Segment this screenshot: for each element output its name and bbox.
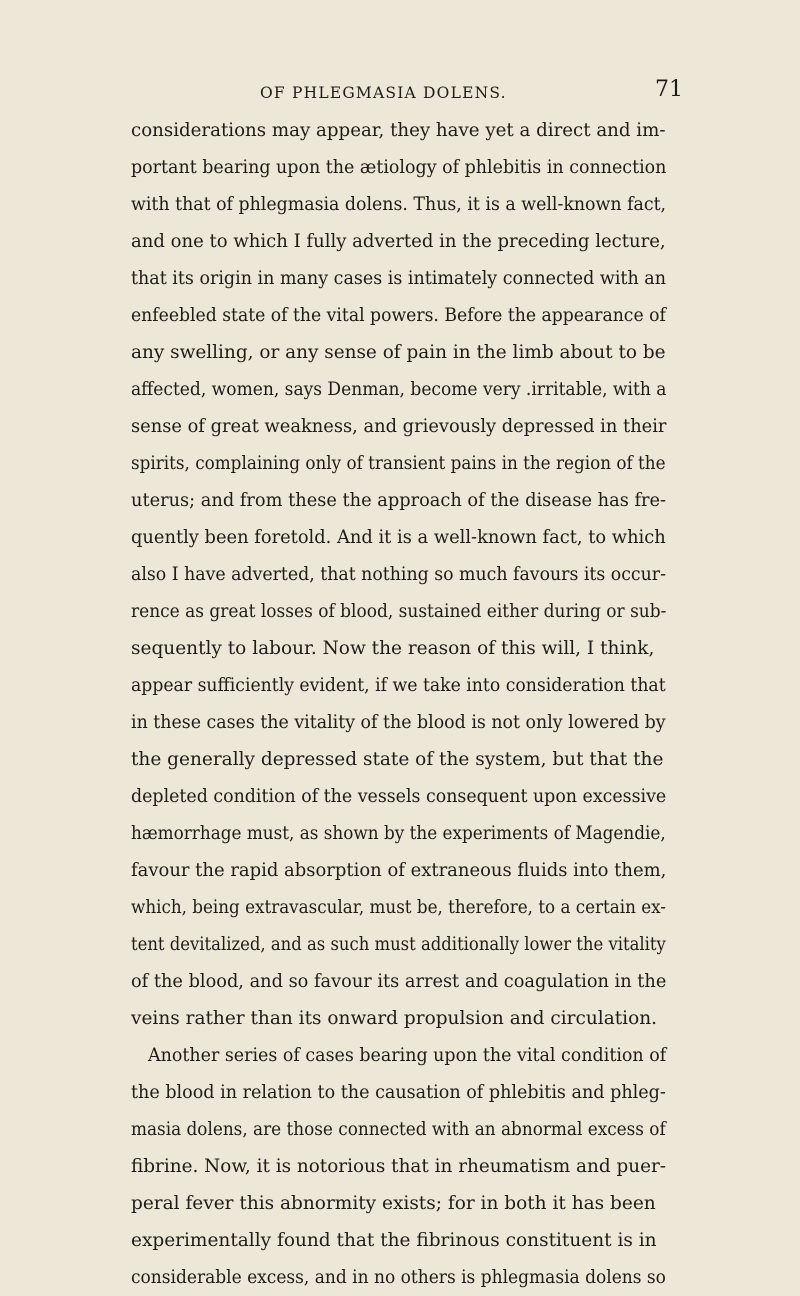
text-line: appear sufficiently evident, if we take into consideration that xyxy=(131,675,666,696)
text-line: favour the rapid absorption of extraneous fluids into them, xyxy=(131,860,667,881)
text-line: experimentally found that the fibrinous constituent is in xyxy=(131,1230,657,1251)
text-line: considerations may appear, they have yet a direct and im- xyxy=(131,120,666,141)
text-line: fibrine. Now, it is notorious that in rheumatism and puer- xyxy=(131,1156,666,1177)
text-line: quently been foretold. And it is a well-known fact, to which xyxy=(131,527,666,548)
text-line: considerable excess, and in no others is phlegmasia dolens so xyxy=(131,1267,666,1288)
text-line: hæmorrhage must, as shown by the experiments of Magendie, xyxy=(131,823,666,844)
text-line: sequently to labour. Now the reason of this will, I think, xyxy=(131,638,655,659)
text-line: depleted condition of the vessels consequent upon excessive xyxy=(131,786,667,807)
text-line: portant bearing upon the ætiology of phlebitis in connection xyxy=(131,157,667,178)
text-line: which, being extravascular, must be, therefore, to a certain ex- xyxy=(131,897,666,918)
text-line: sense of great weakness, and grievously depressed in their xyxy=(131,416,667,437)
text-line: spirits, complaining only of transient pains in the region of the xyxy=(131,453,666,474)
text-line: Another series of cases bearing upon the vital condition of xyxy=(148,1045,667,1066)
text-line: in these cases the vitality of the blood is not only lowered by xyxy=(131,712,666,733)
text-line: of the blood, and so favour its arrest and coagulation in the xyxy=(131,971,667,992)
text-line: peral fever this abnormity exists; for in both it has been xyxy=(131,1193,656,1214)
text-line: affected, women, says Denman, become very .irritable, with a xyxy=(131,379,667,400)
text-line: any swelling, or any sense of pain in the limb about to be xyxy=(131,342,666,363)
page-number: 71 xyxy=(655,77,683,102)
text-line: masia dolens, are those connected with an abnormal excess of xyxy=(131,1119,666,1140)
text-line: the generally depressed state of the system, but that the xyxy=(131,749,664,770)
text-line: veins rather than its onward propulsion and circulation. xyxy=(131,1008,658,1029)
text-line: and one to which I fully adverted in the preceding lecture, xyxy=(131,231,666,252)
text-line: enfeebled state of the vital powers. Before the appearance of xyxy=(131,305,666,326)
text-line: rence as great losses of blood, sustained either during or sub- xyxy=(131,601,667,622)
text-line: that its origin in many cases is intimately connected with an xyxy=(131,268,666,289)
text-line: with that of phlegmasia dolens. Thus, it is a well-known fact, xyxy=(131,194,667,215)
text-line: the blood in relation to the causation of phlebitis and phleg- xyxy=(131,1082,666,1103)
running-title: OF PHLEGMASIA DOLENS. xyxy=(260,84,507,102)
text-line: also I have adverted, that nothing so much favours its occur- xyxy=(131,564,666,585)
text-line: uterus; and from these the approach of the disease has fre- xyxy=(131,490,667,511)
text-line: tent devitalized, and as such must additionally lower the vitality xyxy=(131,934,666,955)
